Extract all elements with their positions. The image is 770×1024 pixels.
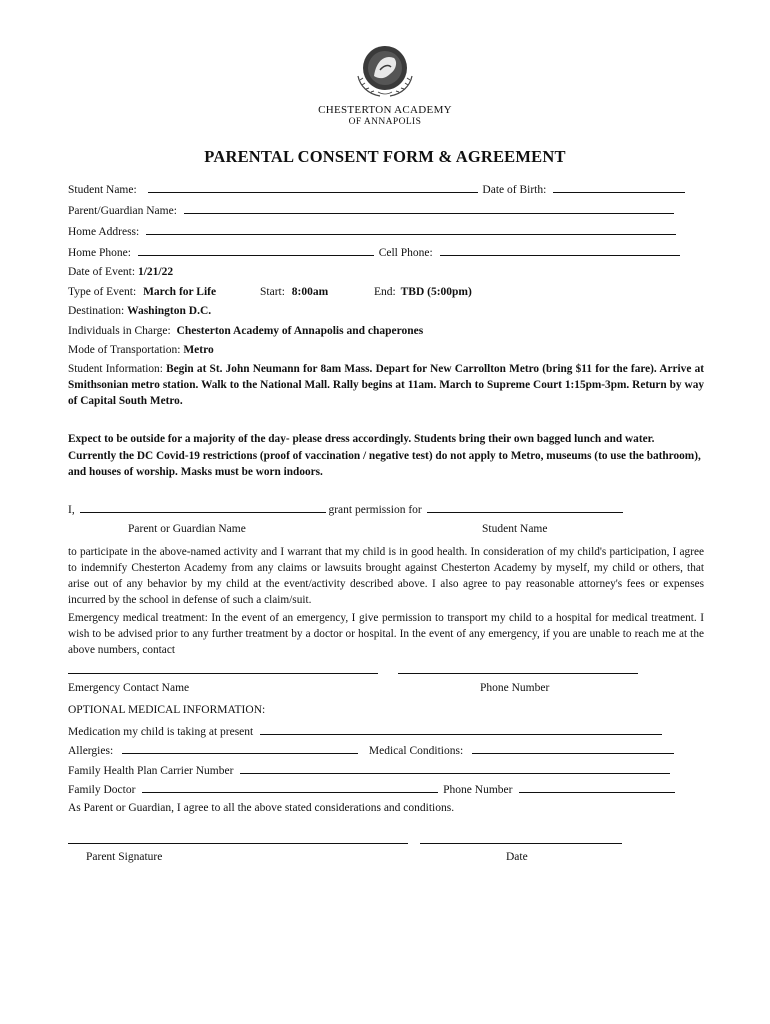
parent-signature-caption: Parent Signature <box>86 851 163 863</box>
medication-row <box>68 723 662 739</box>
doctor-field[interactable] <box>142 781 438 793</box>
medical-heading: OPTIONAL MEDICAL INFORMATION: <box>68 704 266 716</box>
guardian-name-field[interactable] <box>184 202 674 214</box>
doctor-row <box>68 781 675 797</box>
home-address-label: Home Address: <box>68 226 140 238</box>
phone-row <box>68 244 680 260</box>
in-charge-row <box>68 324 423 338</box>
health-plan-field[interactable] <box>240 762 670 774</box>
student-name-row <box>68 181 685 197</box>
signature-date-caption: Date <box>506 851 528 863</box>
home-phone-field[interactable] <box>138 244 374 256</box>
guardian-name-label: Parent/Guardian Name: <box>68 205 177 217</box>
event-date-label: Date of Event: <box>68 266 136 278</box>
academy-name-line2: OF ANNAPOLIS <box>348 117 422 127</box>
permission-prefix: I, <box>68 504 75 516</box>
event-end-label: End: <box>374 286 396 298</box>
guardian-permission-field[interactable] <box>80 501 326 513</box>
emergency-phone-line[interactable] <box>398 673 638 674</box>
event-start <box>260 285 328 299</box>
home-phone-label: Home Phone: <box>68 247 131 259</box>
student-name-label: Student Name: <box>68 184 137 196</box>
emergency-contact-name-line[interactable] <box>68 673 378 674</box>
student-permission-field[interactable] <box>427 501 623 513</box>
home-address-row <box>68 223 676 239</box>
conditions-label: Medical Conditions: <box>368 745 464 757</box>
academy-name-line1: CHESTERTON ACADEMY <box>318 104 452 116</box>
signature-date-line[interactable] <box>420 843 622 844</box>
allergies-field[interactable] <box>122 742 358 754</box>
event-end <box>374 285 472 299</box>
event-start-value: 8:00am <box>291 286 329 298</box>
doctor-phone-field[interactable] <box>519 781 675 793</box>
grant-permission-text: grant permission for <box>328 504 422 516</box>
event-type-row <box>68 285 216 299</box>
student-name-caption: Student Name <box>482 523 548 535</box>
student-info-label: Student Information: <box>68 363 163 375</box>
event-type-label: Type of Event: <box>68 286 137 298</box>
health-plan-label: Family Health Plan Carrier Number <box>68 765 234 777</box>
dob-field[interactable] <box>553 181 685 193</box>
guardian-name-row <box>68 202 674 218</box>
transport-row <box>68 343 214 357</box>
event-type-value: March for Life <box>143 286 217 298</box>
event-date-row <box>68 265 173 279</box>
home-address-field[interactable] <box>146 223 676 235</box>
destination-value: Washington D.C. <box>127 305 212 317</box>
student-information <box>68 361 704 409</box>
doctor-label: Family Doctor <box>68 784 136 796</box>
doctor-phone-label: Phone Number <box>443 784 513 796</box>
transport-value: Metro <box>183 344 214 356</box>
medical-treatment-paragraph: Emergency medical treatment: In the event of an emergency, I give permission to transport my child to a hospital for medical treatment. I wish to be advised prior to any further treatment by a doctor or hospital. In the event of any emergency, if you are unable to reach me at the above numbers, contact <box>68 612 704 656</box>
conditions-field[interactable] <box>472 742 674 754</box>
dob-label: Date of Birth: <box>482 184 547 196</box>
student-name-field[interactable] <box>148 181 478 193</box>
event-start-label: Start: <box>260 286 285 298</box>
academy-name <box>300 104 470 128</box>
in-charge-value: Chesterton Academy of Annapolis and chaperones <box>176 325 424 337</box>
form-title: PARENTAL CONSENT FORM & AGREEMENT <box>204 147 566 166</box>
event-date-value: 1/21/22 <box>137 266 174 278</box>
cell-phone-label: Cell Phone: <box>378 247 433 259</box>
cell-phone-field[interactable] <box>440 244 680 256</box>
allergies-label: Allergies: <box>68 745 114 757</box>
student-info-value: Begin at St. John Neumann for 8am Mass. Depart for New Carrollton Metro (bring $11 for the fare). Arrive at Smithsonian metro station. Walk to the National Mall. Rally begins at 11am. March to Supreme Court 1:15pm-3pm. Return by way of Capital South Metro. <box>68 363 704 407</box>
destination-row <box>68 304 211 318</box>
permission-row <box>68 501 623 517</box>
event-end-value: TBD (5:00pm) <box>400 286 472 298</box>
liability-paragraph: to participate in the above-named activity and I warrant that my child is in good health. In consideration of my child's participation, I agree to indemnify Chesterton Academy from any claims or lawsuits brought against Chesterton Academy by myself, my child or others, that arise out of any behavior by my child at the event/activity described above. I also agree to pay reasonable attorney's fees or expenses incurred by the school in defense of such a claim/suit. <box>68 546 704 606</box>
health-plan-row <box>68 762 670 778</box>
outdoor-notice: Expect to be outside for a majority of the day- please dress accordingly. Students bring their own bagged lunch and water. Currently the DC Covid-19 restrictions (proof of vaccination / negative test) do not apply to Metro, museums (to use the bathroom), and houses of worship. Masks must be worn indoors. <box>68 433 701 478</box>
parent-signature-line[interactable] <box>68 843 408 844</box>
emergency-contact-caption: Emergency Contact Name <box>68 682 190 694</box>
allergies-row <box>68 742 674 758</box>
medication-field[interactable] <box>260 723 662 735</box>
transport-label: Mode of Transportation: <box>68 344 181 356</box>
destination-label: Destination: <box>68 305 125 317</box>
agreement-statement: As Parent or Guardian, I agree to all the above stated considerations and conditions. <box>68 802 455 814</box>
academy-seal-logo <box>350 40 420 102</box>
medication-label: Medication my child is taking at present <box>68 726 254 738</box>
emergency-phone-caption: Phone Number <box>480 682 550 694</box>
guardian-name-caption: Parent or Guardian Name <box>128 523 246 535</box>
in-charge-label: Individuals in Charge: <box>68 325 171 337</box>
